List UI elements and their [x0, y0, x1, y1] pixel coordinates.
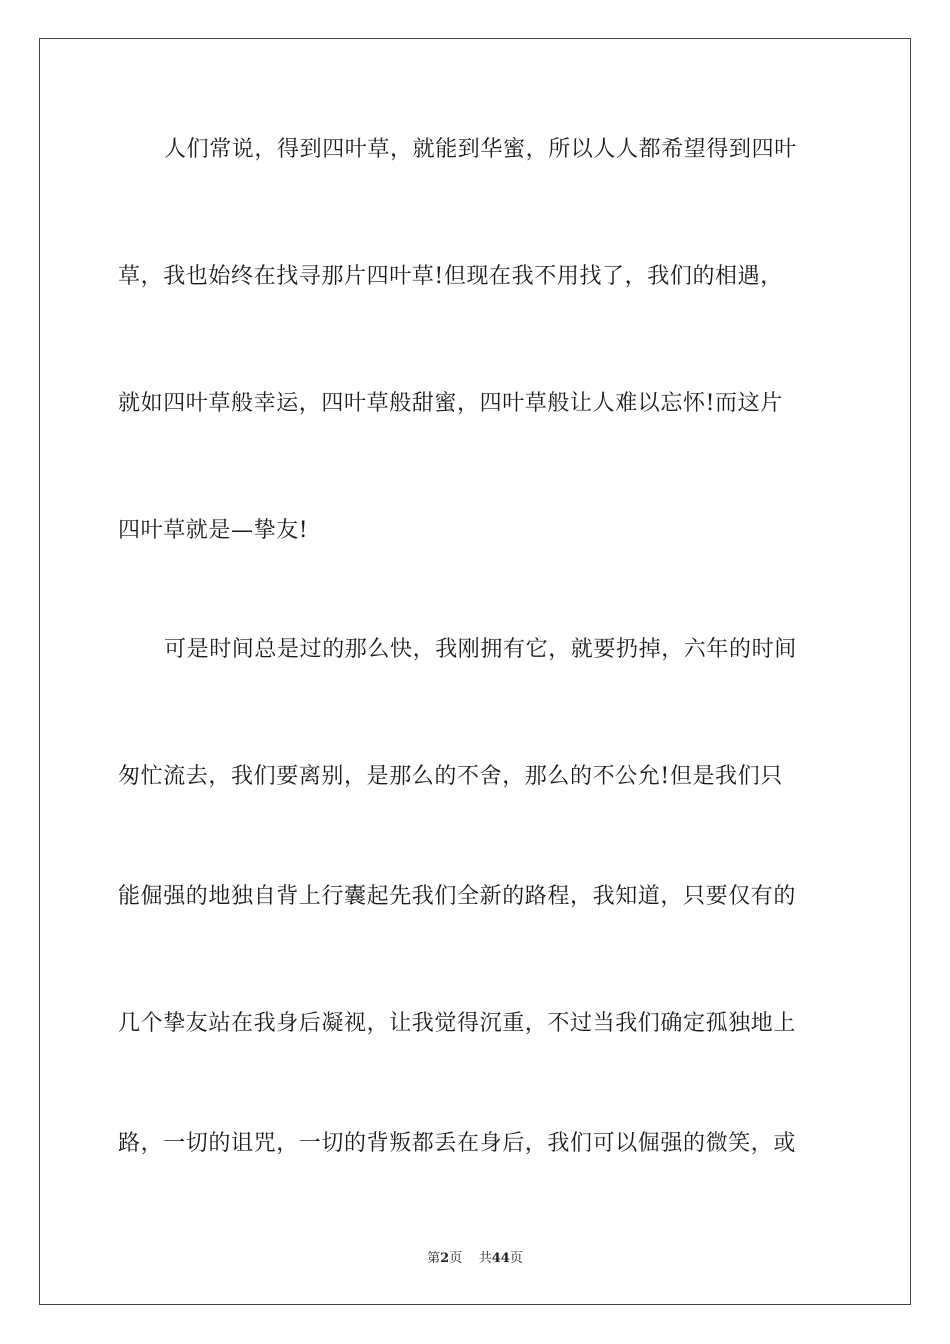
paragraph-line: 匆忙流去，我们要离别，是那么的不舍，那么的不公允!但是我们只	[118, 764, 783, 789]
paragraph-line: 草，我也始终在找寻那片四叶草!但现在我不用找了，我们的相遇，	[118, 264, 783, 289]
paragraph-line: 四叶草就是—挚友!	[118, 518, 309, 543]
paragraph-line: 几个挚友站在我身后凝视，让我觉得沉重，不过当我们确定孤独地上	[118, 1011, 797, 1036]
page-border	[39, 38, 911, 1305]
page-number: 2	[440, 1251, 450, 1266]
total-pages: 44	[491, 1251, 510, 1266]
paragraph-line: 人们常说，得到四叶草，就能到华蜜，所以人人都希望得到四叶	[164, 137, 797, 162]
total-pages-indicator: 共44页	[478, 1251, 523, 1266]
page-indicator: 第2页	[427, 1251, 463, 1266]
paragraph-line: 可是时间总是过的那么快，我刚拥有它，就要扔掉，六年的时间	[164, 637, 797, 662]
paragraph-line: 能倔强的地独自背上行囊起先我们全新的路程，我知道，只要仅有的	[118, 884, 797, 909]
paragraph-line: 路，一切的诅咒，一切的背叛都丢在身后，我们可以倔强的微笑，或	[118, 1131, 797, 1156]
page-footer	[0, 1247, 950, 1266]
paragraph-line: 就如四叶草般幸运，四叶草般甜蜜，四叶草般让人难以忘怀!而这片	[118, 391, 783, 416]
